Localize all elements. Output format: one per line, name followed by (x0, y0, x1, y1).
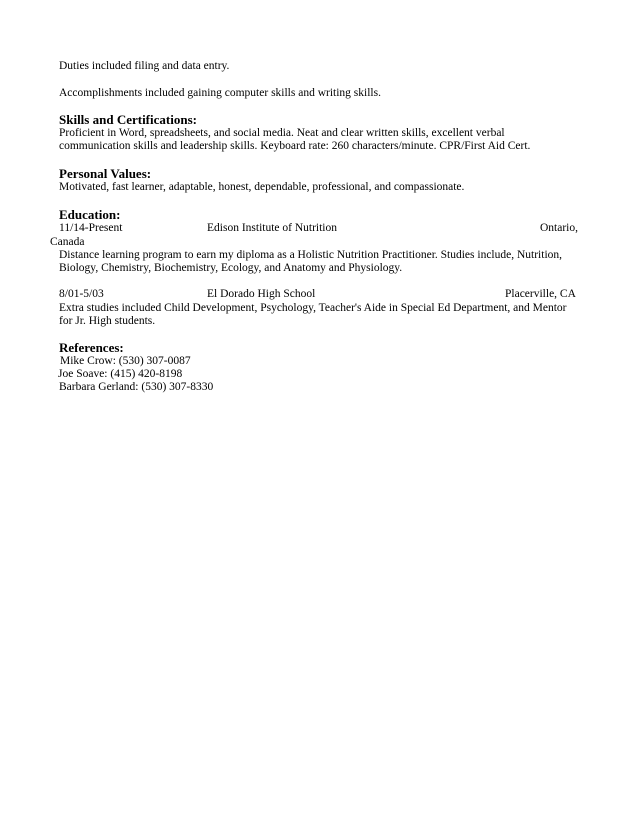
edu-1-desc-line-2: Biology, Chemistry, Biochemistry, Ecology, and Anatomy and Physiology. (59, 262, 403, 274)
reference-item: Barbara Gerland: (530) 307-8330 (59, 381, 214, 393)
education-heading: Education: (59, 207, 121, 222)
values-text: Motivated, fast learner, adaptable, honest, dependable, professional, and compassionate. (59, 181, 465, 193)
duties-text: Duties included filing and data entry. (59, 60, 230, 72)
accomplishments-text: Accomplishments included gaining computer skills and writing skills. (59, 87, 381, 99)
edu-2-location: Placerville, CA (505, 288, 576, 300)
edu-2-desc-line-1: Extra studies included Child Development, Psychology, Teacher's Aide in Special Ed Department, and Mentor (59, 302, 567, 314)
edu-1-school: Edison Institute of Nutrition (207, 222, 338, 234)
references-heading: References: (59, 340, 124, 355)
edu-1-location-line-1: Ontario, (540, 222, 579, 234)
edu-2-desc-line-2: for Jr. High students. (59, 315, 156, 327)
reference-item: Joe Soave: (415) 420-8198 (58, 368, 183, 380)
edu-2-school: El Dorado High School (207, 288, 316, 300)
skills-line-2: communication skills and leadership skills. Keyboard rate: 260 characters/minute. CPR/First Aid Cert. (59, 140, 531, 152)
edu-2-dates: 8/01-5/03 (59, 288, 104, 300)
edu-1-location-line-2: Canada (50, 236, 85, 248)
edu-1-desc-line-1: Distance learning program to earn my diploma as a Holistic Nutrition Practitioner. Studies include, Nutrition, (59, 249, 563, 261)
skills-line-1: Proficient in Word, spreadsheets, and social media. Neat and clear written skills, excellent verbal (59, 127, 505, 139)
reference-item: Mike Crow: (530) 307-0087 (60, 355, 191, 367)
values-heading: Personal Values: (59, 166, 152, 181)
skills-heading: Skills and Certifications: (59, 112, 197, 127)
edu-1-dates: 11/14-Present (59, 222, 123, 234)
